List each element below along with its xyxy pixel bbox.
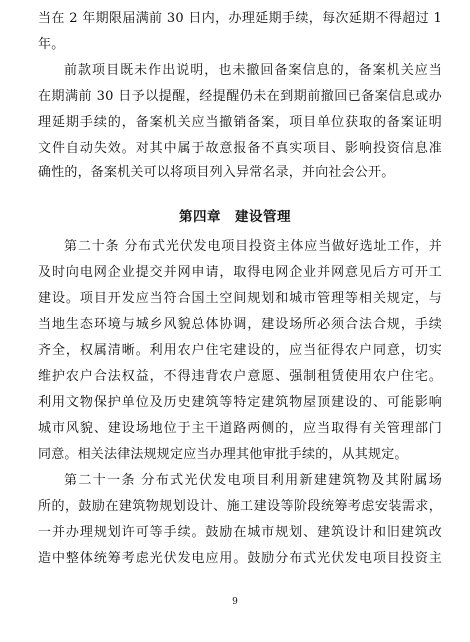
paragraph-line: 文件自动失效。对其中属于故意报备不真实项目、影响投资信息准 (38, 141, 442, 156)
paragraph-line: 利用文物保护单位及历史建筑等特定建筑物屋顶建设的、可能影响 (38, 395, 442, 410)
paragraph-line: 维护农户合法权益，不得违背农户意愿、强制租赁使用农户住宅。 (38, 369, 442, 384)
paragraph-line: 城市风貌、建设场地位于主干道路两侧的，应当取得有关管理部门 (38, 421, 442, 436)
paragraph-line: 造中整体统筹考虑光伏发电应用。鼓励分布式光伏发电项目投资主 (38, 551, 442, 566)
paragraph-line: 齐全，权属清晰。利用农户住宅建设的，应当征得农户同意，切实 (38, 343, 442, 358)
paragraph-line: 一并办理规划许可等手续。鼓励在城市规划、建筑设计和旧建筑改 (38, 525, 442, 540)
paragraph-line: 第二十一条 分布式光伏发电项目利用新建建筑物及其附属场 (64, 473, 442, 488)
paragraph-line: 理延期手续的，备案机关应当撤销备案，项目单位获取的备案证明 (38, 115, 442, 130)
paragraph-line: 第二十条 分布式光伏发电项目投资主体应当做好选址工作，并 (64, 239, 442, 254)
page-number: 9 (232, 597, 238, 607)
chapter-heading: 第四章 建设管理 (179, 209, 291, 225)
paragraph-line: 建设。项目开发应当符合国土空间规划和城市管理等相关规定，与 (38, 291, 442, 306)
paragraph-line: 年。 (38, 37, 65, 52)
paragraph-line: 同意。相关法律法规规定应当办理其他审批手续的，从其规定。 (38, 447, 408, 462)
paragraph-line: 前款项目既未作出说明，也未撤回备案信息的，备案机关应当 (64, 63, 442, 78)
paragraph-line: 及时向电网企业提交并网申请，取得电网企业并网意见后方可开工 (38, 265, 442, 280)
paragraph-line: 在期满前 30 日予以提醒，经提醒仍未在到期前撤回已备案信息或办 (38, 89, 442, 104)
paragraph-line: 当在 2 年期限届满前 30 日内，办理延期手续，每次延期不得超过 1 (38, 11, 442, 26)
paragraph-line: 当地生态环境与城乡风貌总体协调，建设场所必须合法合规，手续 (38, 317, 442, 332)
paragraph-line: 所的，鼓励在建筑物规划设计、施工建设等阶段统筹考虑安装需求， (38, 499, 442, 514)
paragraph-line: 确性的，备案机关可以将项目列入异常名录，并向社会公开。 (38, 165, 395, 180)
